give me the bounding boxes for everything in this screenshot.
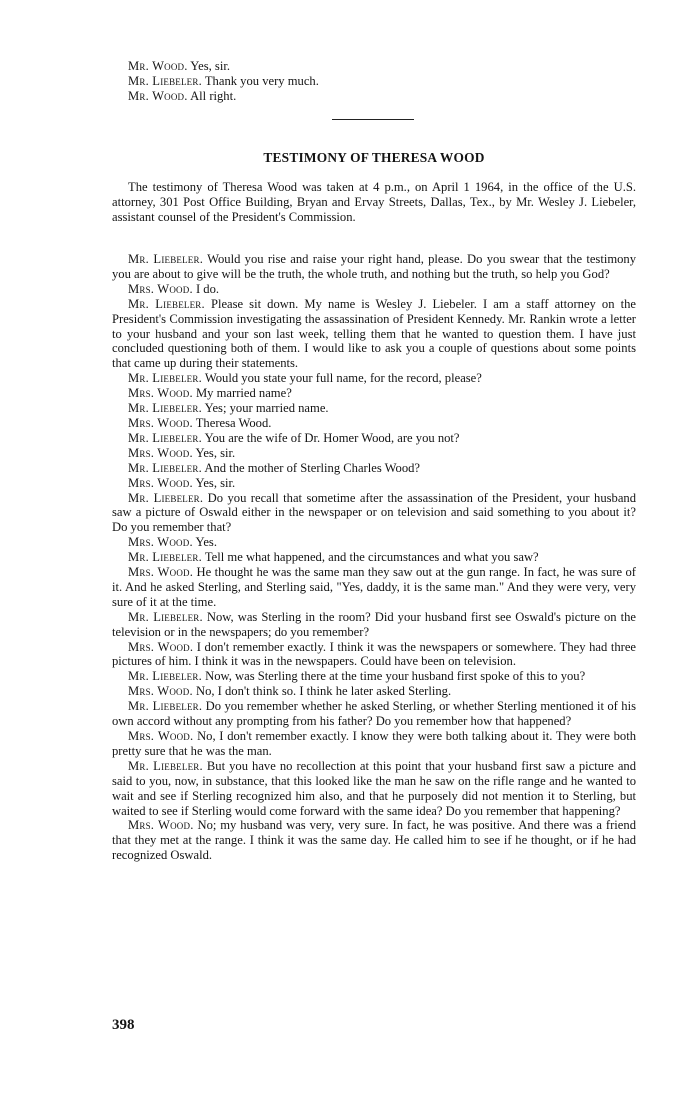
utterance: No, I don't think so. I think he later asked Sterling. xyxy=(195,684,452,699)
utterance: Would you rise and raise your right hand, please. Do you swear that the testimony you are about to give will be the truth, the whole truth, and nothing but the truth, so help you God? xyxy=(112,252,637,281)
testimony-paragraph xyxy=(112,371,636,386)
utterance: No; my husband was very, very sure. In fact, he was positive. And there was a friend that they met at the range. I think it was the same day. He called him to see if he thought, or if he had recognized Oswald. xyxy=(112,818,636,863)
speaker: Mr. Liebeler. xyxy=(128,371,202,386)
testimony-paragraph xyxy=(112,535,636,550)
testimony-paragraph xyxy=(112,431,636,446)
speaker: Mrs. Wood. xyxy=(128,415,193,430)
testimony-paragraph xyxy=(112,401,636,416)
utterance: I don't remember exactly. I think it was the newspapers or somewhere. They had three pictures of him. I think it was in the newspapers. Could have been on television. xyxy=(112,639,636,669)
utterance: Now, was Sterling in the room? Did your husband first see Oswald's picture on the television or in the newspapers; do you remember? xyxy=(112,609,636,639)
testimony-paragraph xyxy=(112,640,636,670)
testimony-heading: TESTIMONY OF THERESA WOOD xyxy=(263,150,485,165)
utterance: Yes. xyxy=(195,535,217,550)
speaker: Mr. Liebeler. xyxy=(128,669,202,684)
intro-paragraph: The testimony of Theresa Wood was taken at 4 p.m., on April 1 1964, in the office of the U.S. attorney, 301 Post Office Building, Bryan and Ervay Streets, Dallas, Tex., by Mr. Wesley J. Liebeler, assistant counsel of the President's Commission. xyxy=(112,180,636,224)
utterance: All right. xyxy=(190,88,237,103)
speaker: Mr. Liebeler. xyxy=(128,758,203,773)
testimony-paragraph xyxy=(112,282,636,297)
testimony-paragraph xyxy=(112,386,636,401)
speaker: Mrs. Wood. xyxy=(128,639,194,654)
utterance: Yes, sir. xyxy=(195,475,236,490)
speaker: Mrs. Wood. xyxy=(128,535,193,550)
utterance: Do you recall that sometime after the assassination of the President, your husband saw a picture of Oswald either in the newspaper or on television and said something to you about it? Do you remember that? xyxy=(112,490,637,535)
utterance: Yes; your married name. xyxy=(204,401,329,416)
utterance: Tell me what happened, and the circumstances and what you saw? xyxy=(204,550,539,565)
utterance: Do you remember whether he asked Sterling, or whether Sterling mentioned it of his own accord without any prompting from his father? Do you remember how that happened? xyxy=(112,699,636,729)
utterance: My married name? xyxy=(195,386,292,401)
speaker: Mr. Liebeler. xyxy=(128,252,204,266)
speaker: Mrs. Wood. xyxy=(128,475,193,490)
utterance: No, I don't remember exactly. I know they were both talking about it. They were both pretty sure that he was the man. xyxy=(112,729,636,758)
speaker: Mrs. Wood. xyxy=(128,281,193,296)
speaker: Mr. Liebeler. xyxy=(128,490,204,505)
testimony-body xyxy=(112,252,636,863)
utterance: Thank you very much. xyxy=(204,73,319,88)
speaker: Mr. Liebeler. xyxy=(128,460,202,475)
speaker: Mrs. Wood. xyxy=(128,386,193,401)
testimony-paragraph xyxy=(112,476,636,491)
speaker: Mrs. Wood. xyxy=(128,445,193,460)
utterance: Yes, sir. xyxy=(195,445,236,460)
speaker: Mr. Liebeler. xyxy=(128,609,203,624)
utterance: I do. xyxy=(195,281,220,296)
speaker: Mr. Liebeler. xyxy=(128,73,202,88)
speaker: Mr. Liebeler. xyxy=(128,430,202,445)
utterance: He thought he was the same man they saw out at the gun range. In fact, he was sure of it. And he asked Sterling, and Sterling said, "Yes, daddy, it is the same man." And they were very, very sure of it at the time. xyxy=(112,565,637,609)
utterance: Now, was Sterling there at the time your husband first spoke of this to you? xyxy=(205,669,586,684)
testimony-paragraph xyxy=(112,729,636,759)
utterance: Would you state your full name, for the record, please? xyxy=(204,371,482,386)
speaker: Mrs. Wood. xyxy=(128,684,193,699)
utterance: Yes, sir. xyxy=(190,59,230,73)
section-divider xyxy=(332,119,414,120)
speaker: Mr. Wood. xyxy=(128,88,188,103)
testimony-paragraph xyxy=(112,461,636,476)
testimony-paragraph xyxy=(112,699,636,729)
testimony-paragraph xyxy=(112,416,636,431)
testimony-paragraph xyxy=(112,669,636,684)
utterance: And the mother of Sterling Charles Wood? xyxy=(204,460,421,475)
speaker: Mrs. Wood. xyxy=(128,565,194,580)
testimony-paragraph xyxy=(112,491,636,536)
speaker: Mr. Liebeler. xyxy=(128,401,202,416)
opening-line xyxy=(112,59,636,74)
testimony-paragraph xyxy=(112,818,636,863)
testimony-paragraph xyxy=(112,252,636,282)
speaker: Mrs. Wood. xyxy=(128,729,194,743)
opening-line xyxy=(112,89,636,104)
testimony-paragraph xyxy=(112,297,636,372)
speaker: Mrs. Wood. xyxy=(128,818,194,833)
utterance: Theresa Wood. xyxy=(195,415,272,430)
testimony-paragraph xyxy=(112,684,636,699)
utterance: You are the wife of Dr. Homer Wood, are you not? xyxy=(204,430,460,445)
testimony-paragraph xyxy=(112,610,636,640)
testimony-paragraph xyxy=(112,565,636,610)
speaker: Mr. Liebeler. xyxy=(128,550,202,565)
utterance: But you have no recollection at this point that your husband first saw a picture and said to you, now, in substance, that this looked like the man he saw on the rifle range and he wanted to wait and see if Sterling recognized him also, and that he purposely did not mention it to Sterling, but waited to see if Sterling would come forward with the same idea? Do you remember that happening? xyxy=(112,758,636,818)
speaker: Mr. Liebeler. xyxy=(128,699,203,714)
testimony-paragraph xyxy=(112,446,636,461)
speaker: Mr. Liebeler. xyxy=(128,296,205,311)
opening-exchange xyxy=(112,59,636,104)
page-number: 398 xyxy=(112,1017,135,1033)
utterance: Please sit down. My name is Wesley J. Liebeler. I am a staff attorney on the President's Commission investigating the assassination of President Kennedy. Mr. Rankin wrote a letter to your husband and your son last week, telling them that he wanted to question them. I have just concluded questioning both of them. I would like to ask you a couple of questions about some points that came up during their statements. xyxy=(112,296,636,371)
speaker: Mr. Wood. xyxy=(128,59,188,73)
opening-line xyxy=(112,74,636,89)
testimony-paragraph xyxy=(112,550,636,565)
testimony-paragraph xyxy=(112,759,636,819)
